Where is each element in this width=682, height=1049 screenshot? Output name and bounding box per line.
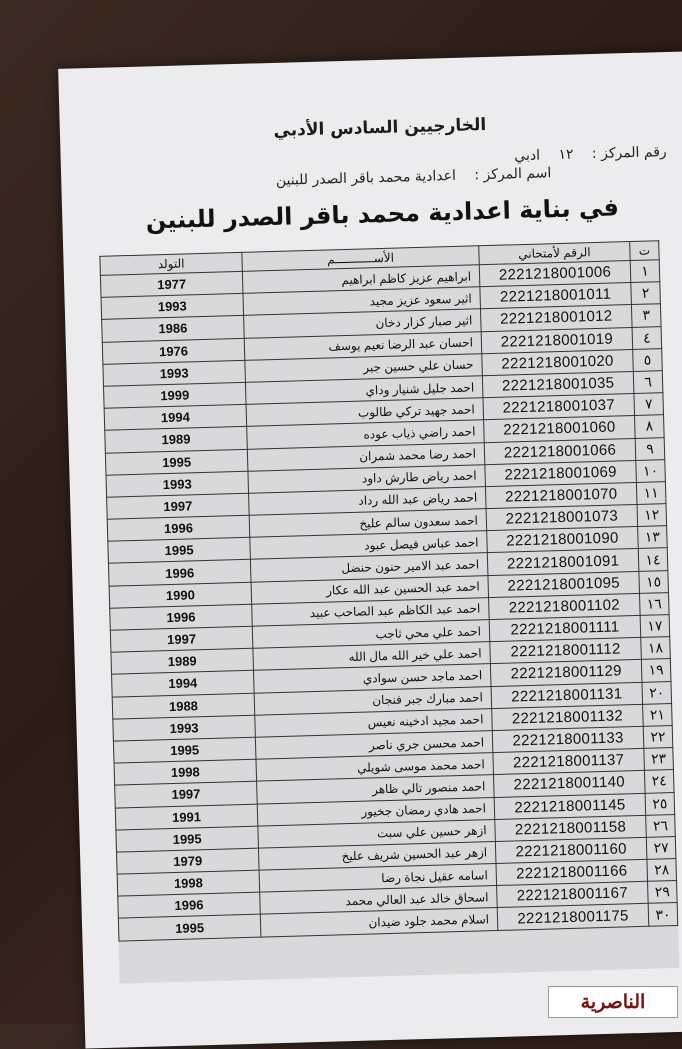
row-birth-year: 1989 [105,427,248,453]
row-seq: ١١ [636,482,666,505]
row-name: احمد جليل شنيار وداي [245,376,483,405]
row-name: احمد هادي رمضان جخيور [257,797,495,826]
row-seq: ١٠ [636,459,666,482]
watermark-logo [548,986,678,1018]
row-exam-number: 2221218001069 [485,460,637,486]
row-seq: ٣ [631,304,661,327]
row-birth-year: 1998 [114,759,257,785]
row-name: اثير صبار كزار دخان [244,309,482,338]
students-table [99,240,678,941]
row-name: احمد عبد الكاظم عبد الصاحب عبيد [252,597,490,626]
row-name: اثير سعود عزيز مجيد [243,287,481,316]
row-birth-year: 1988 [112,693,255,719]
row-name: احمد عبد الامير حنون حنضل [250,553,488,582]
row-birth-year: 1993 [113,715,256,741]
row-exam-number: 2221218001129 [490,660,642,686]
center-name-label: اسم المركز : [474,165,552,184]
row-birth-year: 1993 [101,294,244,320]
row-exam-number: 2221218001133 [492,726,644,752]
row-exam-number: 2221218001011 [480,283,632,309]
row-seq: ٤ [632,326,662,349]
row-birth-year: 1999 [104,382,247,408]
row-name: احمد رياض عبد الله رداد [249,487,487,516]
row-name: احمد رضا محمد شمران [247,442,485,471]
header-birth-year: التولد [100,252,242,275]
row-exam-number: 2221218001175 [497,904,649,930]
row-exam-number: 2221218001060 [484,416,636,442]
center-branch: ادبي [514,147,541,165]
row-birth-year: 1994 [112,671,255,697]
row-birth-year: 1993 [103,360,246,386]
row-name: احمد منصور تالي ظاهر [257,775,495,804]
row-exam-number: 2221218001095 [488,571,640,597]
row-seq: ٢٨ [647,859,677,882]
row-seq: ٢٤ [644,770,674,793]
row-name: احمد محمد موسى شويلي [256,753,494,782]
row-exam-number: 2221218001111 [489,615,641,641]
row-exam-number: 2221218001160 [495,837,647,863]
row-name: احمد مبارك جبر فنجان [254,686,492,715]
row-seq: ١٥ [639,570,669,593]
row-seq: ٦ [633,371,663,394]
row-exam-number: 2221218001158 [495,815,647,841]
row-seq: ٣٠ [648,903,678,926]
row-birth-year: 1979 [117,848,260,874]
row-exam-number: 2221218001167 [497,882,649,908]
row-seq: ٢٣ [644,748,674,771]
row-birth-year: 1995 [118,915,261,941]
row-seq: ١٦ [639,592,669,615]
row-birth-year: 1976 [102,338,245,364]
row-exam-number: 2221218001112 [490,638,642,664]
row-seq: ٢٩ [648,881,678,904]
row-seq: ٢٠ [642,681,672,704]
document-page [58,51,682,1048]
row-birth-year: 1995 [108,538,251,564]
row-seq: ١٧ [640,615,670,638]
row-name: احمد محسن جري ناصر [255,731,493,760]
row-exam-number: 2221218001020 [482,349,634,375]
center-number-label: رقم المركز : [591,143,667,163]
row-birth-year: 1986 [102,316,245,342]
row-name: اسامه عقيل نجاة رضا [259,864,497,893]
row-seq: ١٨ [641,637,671,660]
row-exam-number: 2221218001073 [486,505,638,531]
row-name: احمد جهيد تركي طالوب [246,398,484,427]
header-name: الأســـــــــــم [242,246,479,272]
row-seq: ١٣ [638,526,668,549]
students-table-wrap [99,240,679,983]
header-seq: ت [630,241,660,261]
row-name: اسلام محمد جلود ضيدان [260,908,498,937]
document-title: الخارجيين السادس الأدبي [273,115,487,141]
row-seq: ٩ [635,437,665,460]
row-name: احمد سعدون سالم عليخ [249,509,487,538]
row-name: ازهر عبد الحسين شريف عليخ [258,841,496,870]
row-birth-year: 1996 [110,604,253,630]
row-exam-number: 2221218001037 [483,394,635,420]
row-exam-number: 2221218001132 [492,704,644,730]
center-number-line [500,144,667,165]
row-seq: ٢٥ [645,792,675,815]
row-name: احمد علي محي ثاجب [252,620,490,649]
row-name: احمد عباس فيصل عبود [250,531,488,560]
row-seq: ٢١ [643,703,673,726]
row-birth-year: 1989 [111,648,254,674]
row-name: احمد ماجد حسن سوادي [254,664,492,693]
row-exam-number: 2221218001102 [489,593,641,619]
row-exam-number: 2221218001066 [484,438,636,464]
row-exam-number: 2221218001012 [480,305,632,331]
row-name: احمد راضي ذياب عوده [247,420,485,449]
row-name: ابراهيم عزيز كاظم ابراهيم [242,265,480,294]
row-birth-year: 1993 [106,471,249,497]
center-name-value: اعدادية محمد باقر الصدر للبنين [275,167,457,189]
row-birth-year: 1997 [110,626,253,652]
center-number-value: ١٢ [558,146,574,163]
row-birth-year: 1997 [115,781,258,807]
row-exam-number: 2221218001145 [494,793,646,819]
row-seq: ٢ [631,282,661,305]
row-seq: ٥ [633,348,663,371]
row-exam-number: 2221218001137 [493,748,645,774]
row-seq: ١٤ [638,548,668,571]
row-birth-year: 1991 [115,804,258,830]
center-name-line [262,165,552,189]
row-birth-year: 1998 [117,870,260,896]
row-name: ازهر حسين علي سبت [258,819,496,848]
row-birth-year: 1997 [107,493,250,519]
row-seq: ٨ [635,415,665,438]
row-exam-number: 2221218001070 [485,482,637,508]
row-name: احمد علي خير الله مال الله [253,642,491,671]
row-name: احمد مجيد ادخينه نعيس [255,708,493,737]
row-seq: ٢٧ [646,836,676,859]
row-seq: ١٩ [641,659,671,682]
row-seq: ٢٢ [643,725,673,748]
row-exam-number: 2221218001166 [496,859,648,885]
row-name: احسان عبد الرضا نعيم يوسف [244,331,482,360]
row-exam-number: 2221218001140 [494,771,646,797]
row-name: اسحاق خالد عبد العالي محمد [260,886,498,915]
row-birth-year: 1996 [108,560,251,586]
row-name: احمد عبد الحسين عبد الله عكار [251,575,489,604]
row-exam-number: 2221218001090 [487,527,639,553]
row-exam-number: 2221218001091 [487,549,639,575]
row-birth-year: 1995 [116,826,259,852]
row-exam-number: 2221218001006 [479,261,631,287]
row-birth-year: 1994 [104,404,247,430]
row-birth-year: 1995 [113,737,256,763]
building-heading: في بناية اعدادية محمد باقر الصدر للبنين [145,193,620,235]
row-birth-year: 1995 [105,449,248,475]
watermark-text: الناصرية [580,991,646,1013]
row-birth-year: 1996 [118,892,261,918]
row-seq: ١٢ [637,504,667,527]
row-seq: ٢٦ [646,814,676,837]
row-exam-number: 2221218001035 [482,371,634,397]
row-seq: ٧ [634,393,664,416]
row-birth-year: 1996 [107,515,250,541]
header-exam-number: الرقم لأمتحاني [479,242,630,265]
row-birth-year: 1990 [109,582,252,608]
row-exam-number: 2221218001131 [491,682,643,708]
row-name: احمد رياض طارش داود [248,464,486,493]
row-birth-year: 1977 [100,271,243,297]
row-name: حسان علي حسين جبر [245,353,483,382]
row-seq: ١ [630,260,660,283]
row-exam-number: 2221218001019 [481,327,633,353]
